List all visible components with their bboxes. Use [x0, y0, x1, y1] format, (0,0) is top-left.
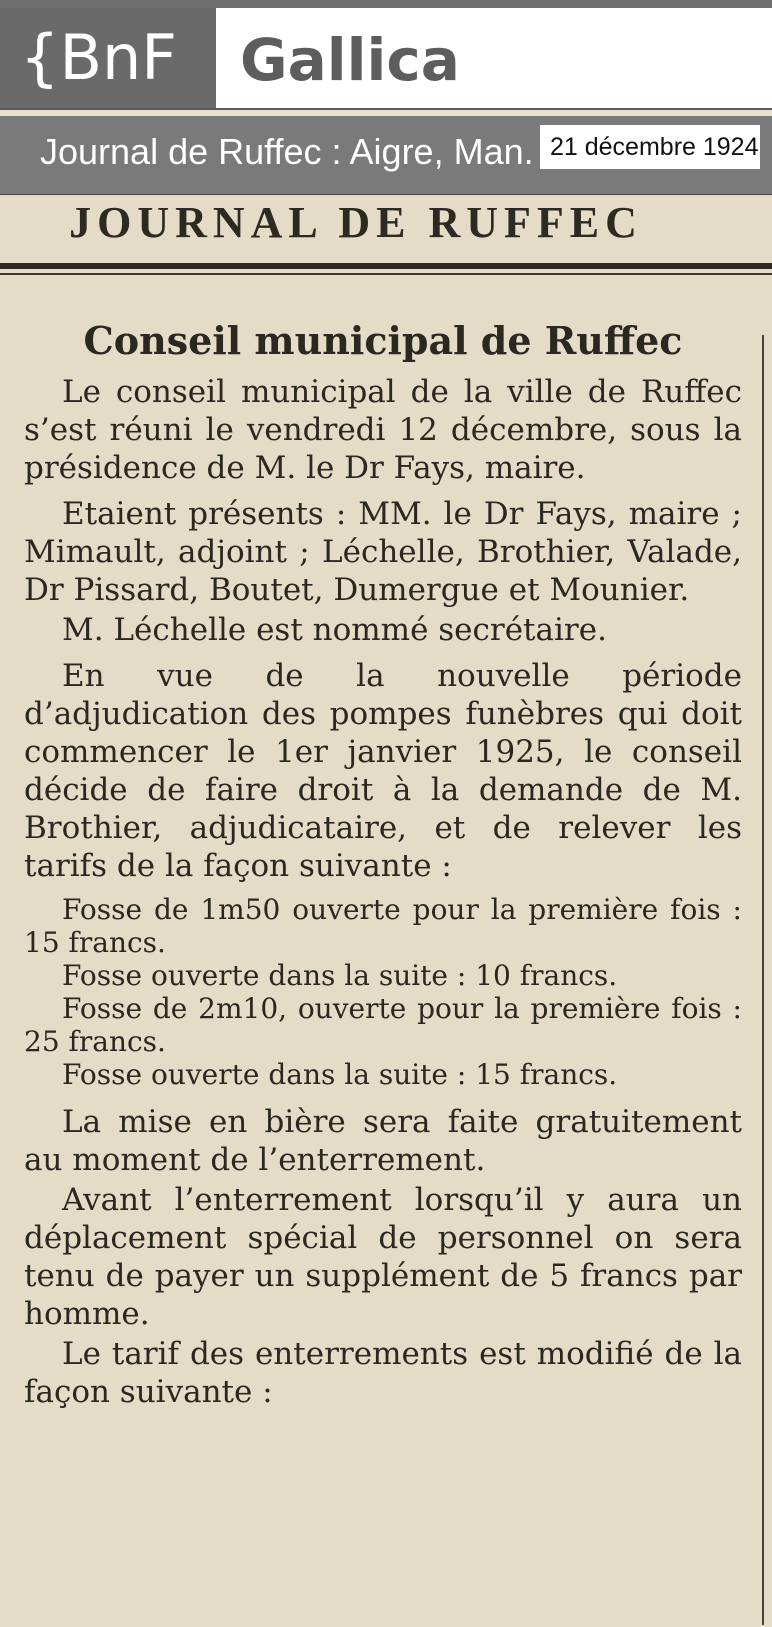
site-header — [0, 8, 772, 110]
top-edge-bar — [0, 0, 772, 8]
masthead-rule — [0, 263, 772, 269]
article-paragraph: Avant l’enterrement lorsqu’il y aura un déplacement spécial de personnel on sera tenu de payer un supplément de 5 francs par homme. — [24, 1182, 742, 1332]
rate-line: Fosse de 1m50 ouverte pour la première fois : 15 francs. — [24, 893, 742, 959]
gallica-logo[interactable]: Gallica — [240, 26, 460, 94]
article-paragraph: Le tarif des enterrements est modifié de la façon suivante : — [24, 1336, 742, 1410]
article-paragraph: Le conseil municipal de la ville de Ruffec s’est réuni le vendredi 12 décembre, sous la présidence de M. le Dr Fays, maire. — [24, 374, 742, 486]
bnf-logo[interactable]: {BnF — [0, 8, 216, 108]
newspaper-masthead: JOURNAL DE RUFFEC — [69, 198, 643, 247]
article-paragraph: La mise en bière sera faite gratuitement au moment de l’enterrement. — [24, 1104, 742, 1178]
article-paragraph: M. Léchelle est nommé secrétaire. — [62, 612, 607, 648]
article-paragraph: Etaient présents : MM. le Dr Fays, maire ; Mimault, adjoint ; Léchelle, Brothier, Valade, Dr Pissard, Boutet, Dumergue et Mounier. — [24, 496, 742, 608]
article — [24, 315, 742, 1413]
masthead-rule-thin — [0, 273, 772, 275]
article-paragraph: En vue de la nouvelle période d’adjudication des pompes funèbres qui doit commencer le 1er janvier 1925, le conseil décide de faire droit à la demande de M. Brothier, adjudicataire, et de relever les tarifs de la façon suivante : — [24, 658, 742, 884]
article-headline: Conseil municipal de Ruffec — [83, 318, 683, 363]
document-title-bar — [0, 116, 772, 195]
rate-line: Fosse de 2m10, ouverte pour la première fois : 25 francs. — [24, 992, 742, 1058]
issue-date-badge[interactable]: 21 décembre 1924 — [540, 125, 760, 169]
document-title: Journal de Ruffec : Aigre, Man. — [40, 131, 534, 172]
rate-line: Fosse ouverte dans la suite : 15 francs. — [62, 1058, 618, 1091]
column-divider — [762, 335, 764, 1625]
rate-line: Fosse ouverte dans la suite : 10 francs. — [62, 959, 618, 992]
rates-list — [24, 893, 742, 1091]
newspaper-scan — [0, 195, 772, 1627]
